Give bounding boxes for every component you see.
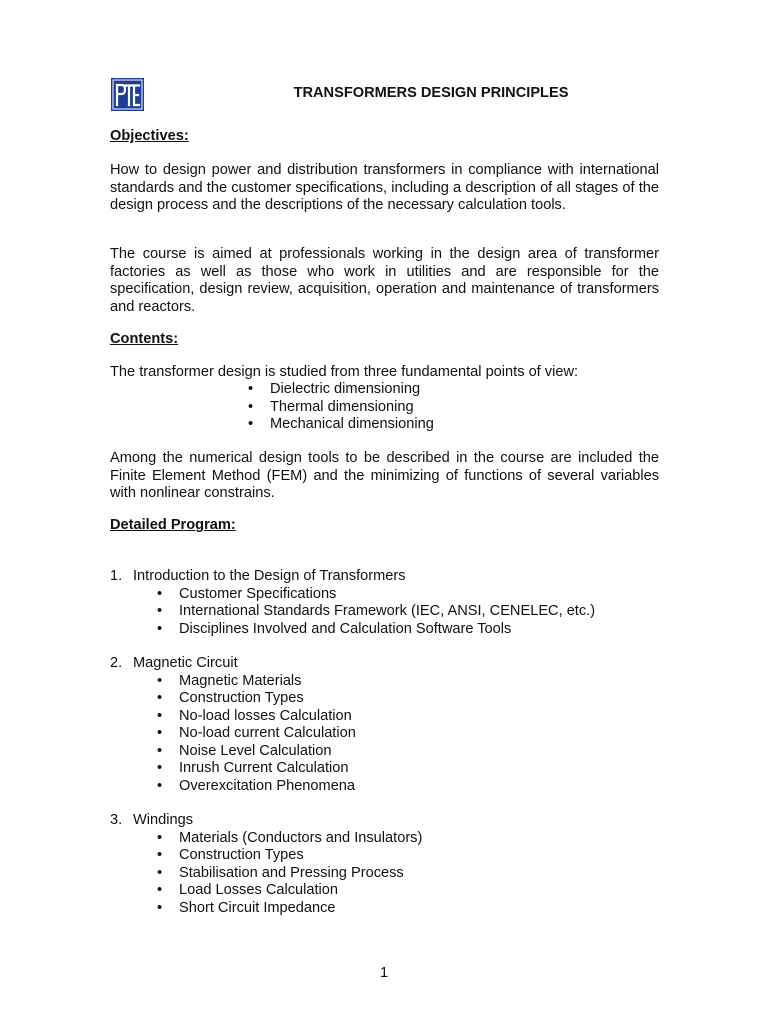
list-item: • International Standards Framework (IEC, ANSI, CENELEC, etc.) [157, 603, 677, 621]
list-item: • Noise Level Calculation [157, 743, 677, 761]
contents-intro: The transformer design is studied from three fundamental points of view: [110, 364, 579, 380]
list-item: • Customer Specifications [157, 586, 677, 604]
contents-outro: Among the numerical design tools to be described in the course are included the Finite Element Method (FEM) and the minimizing of functions of several variables with nonlinear constrains. [110, 450, 659, 501]
item-number: 3. [110, 812, 123, 828]
list-item: • Dielectric dimensioning [248, 381, 668, 399]
item-number: 1. [110, 568, 123, 584]
objectives-heading: Objectives: [110, 128, 189, 144]
program-item-title [110, 812, 659, 830]
list-item: • Disciplines Involved and Calculation Software Tools [157, 621, 677, 639]
program-item-3 [110, 812, 659, 917]
list-item: • Inrush Current Calculation [157, 760, 677, 778]
page-number: 1 [379, 965, 389, 981]
program-item-2 [110, 655, 659, 795]
objectives-paragraph-1: How to design power and distribution transformers in compliance with international standards and the customer specifications, including a description of all stages of the design process and the descriptions of the necessary calculation tools. [110, 162, 659, 213]
list-item: • Materials (Conductors and Insulators) [157, 830, 677, 848]
item-title-text: Windings [133, 812, 194, 828]
program-heading: Detailed Program: [110, 517, 236, 533]
program-item-title [110, 655, 659, 673]
list-item: • Thermal dimensioning [248, 399, 668, 417]
item-title-text: Magnetic Circuit [133, 655, 238, 671]
program-item-title [110, 568, 659, 586]
list-item: • Overexcitation Phenomena [157, 778, 677, 796]
list-item: • Load Losses Calculation [157, 882, 677, 900]
program-item-3-bullets [157, 830, 677, 918]
program-item-1 [110, 568, 659, 638]
program-item-2-bullets [157, 673, 677, 796]
list-item: • No-load current Calculation [157, 725, 677, 743]
list-item: • Stabilisation and Pressing Process [157, 865, 677, 883]
contents-heading: Contents: [110, 331, 179, 347]
item-title-text: Introduction to the Design of Transformers [133, 568, 406, 584]
item-number: 2. [110, 655, 123, 671]
list-item: • Magnetic Materials [157, 673, 677, 691]
document-title: TRANSFORMERS DESIGN PRINCIPLES [293, 85, 569, 101]
list-item: • Construction Types [157, 690, 677, 708]
list-item: • No-load losses Calculation [157, 708, 677, 726]
list-item: • Short Circuit Impedance [157, 900, 677, 918]
list-item: • Construction Types [157, 847, 677, 865]
contents-points-list [248, 381, 668, 434]
objectives-paragraph-2: The course is aimed at professionals working in the design area of transformer factories as well as those who work in utilities and are responsible for the specification, design review, acquisition, operation and maintenance of transformers and reactors. [110, 246, 659, 315]
program-item-1-bullets [157, 586, 677, 639]
list-item: • Mechanical dimensioning [248, 416, 668, 434]
